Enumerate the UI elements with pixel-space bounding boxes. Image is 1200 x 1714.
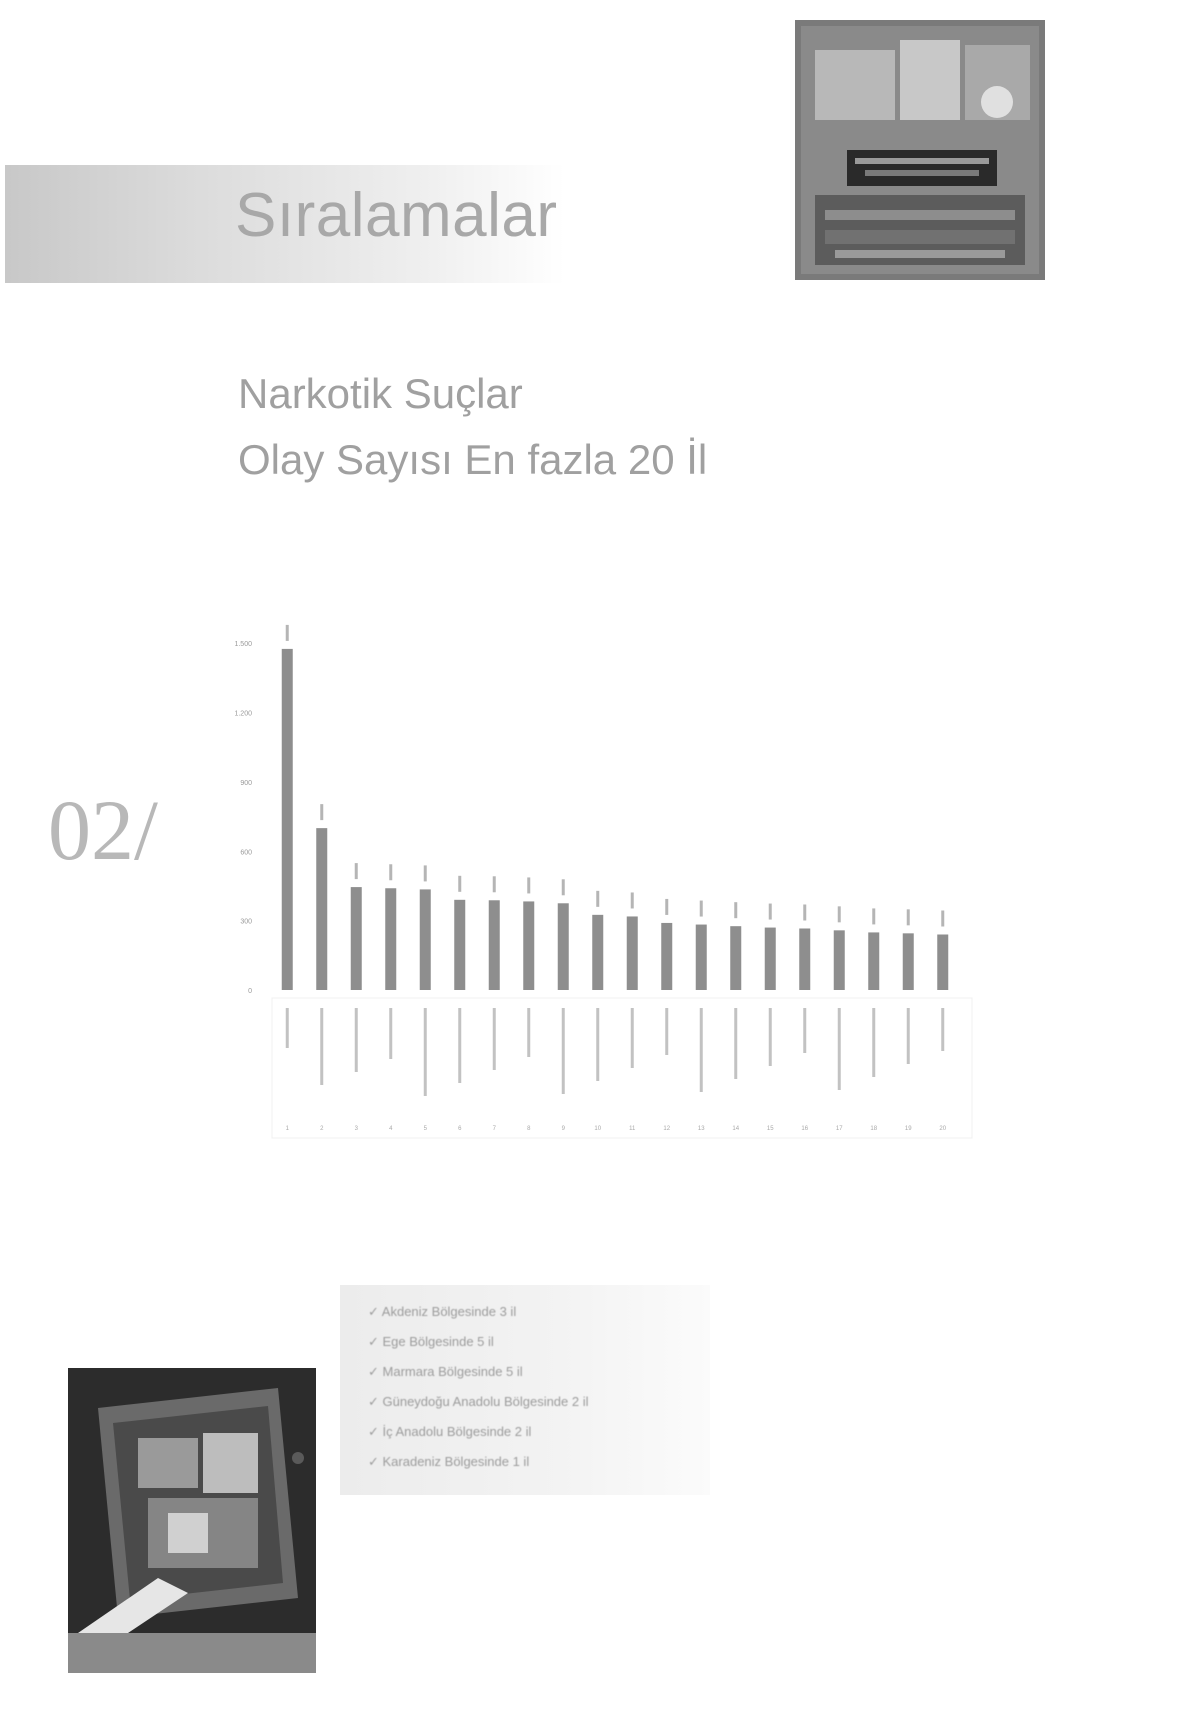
rank-label: 19 <box>904 1126 912 1132</box>
bar <box>489 900 500 990</box>
region-item: ✓ Marmara Bölgesinde 5 il <box>368 1364 523 1379</box>
rank-label: 15 <box>766 1126 774 1132</box>
header-photo <box>795 20 1045 280</box>
category-label <box>389 1008 392 1059</box>
rank-label: 20 <box>939 1126 947 1132</box>
bar <box>799 928 810 990</box>
bar <box>903 933 914 990</box>
y-tick-label: 0 <box>248 988 252 995</box>
category-label <box>631 1008 634 1068</box>
bar <box>420 889 431 990</box>
bar <box>316 828 327 990</box>
rank-label: 2 <box>320 1126 324 1132</box>
bar <box>592 915 603 990</box>
chart-subtitle-line-1: Narkotik Suçlar <box>238 370 523 417</box>
regions-box <box>340 1285 710 1495</box>
category-label <box>596 1008 599 1081</box>
bar <box>523 901 534 990</box>
bar-data-label <box>355 863 358 879</box>
category-label <box>734 1008 737 1079</box>
bar-data-label <box>527 877 530 893</box>
bar-data-label <box>803 904 806 920</box>
footer-photo <box>68 1368 316 1673</box>
rank-label: 7 <box>492 1126 496 1132</box>
category-label <box>562 1008 565 1094</box>
rank-label: 1 <box>285 1126 289 1132</box>
rank-label: 12 <box>663 1126 671 1132</box>
bar-data-label <box>458 876 461 892</box>
bar <box>661 923 672 990</box>
bar <box>937 935 948 991</box>
bar <box>627 916 638 990</box>
rank-label: 8 <box>527 1126 531 1132</box>
bar-data-label <box>907 909 910 925</box>
bar <box>454 900 465 990</box>
rank-label: 10 <box>594 1126 602 1132</box>
category-label <box>493 1008 496 1070</box>
category-label <box>424 1008 427 1096</box>
bar-data-label <box>700 901 703 917</box>
category-label <box>941 1008 944 1051</box>
rank-label: 18 <box>870 1126 878 1132</box>
region-item: ✓ Akdeniz Bölgesinde 3 il <box>368 1304 517 1319</box>
section-number: 02/ <box>48 782 158 878</box>
bar <box>868 932 879 990</box>
bar <box>765 928 776 990</box>
category-label-strip <box>272 998 972 1138</box>
bar <box>834 930 845 990</box>
y-tick-label: 300 <box>240 918 252 926</box>
region-item: ✓ İç Anadolu Bölgesinde 2 il <box>368 1424 532 1439</box>
bar <box>351 887 362 990</box>
y-tick-label: 1.200 <box>234 710 252 718</box>
category-label <box>769 1008 772 1066</box>
category-label <box>355 1008 358 1072</box>
page-title: Sıralamalar <box>235 181 558 250</box>
rank-label: 9 <box>561 1126 565 1132</box>
rank-label: 14 <box>732 1126 740 1132</box>
bar-data-label <box>665 899 668 915</box>
bar-data-label <box>562 879 565 895</box>
y-tick-label: 1.500 <box>234 641 252 649</box>
bar-data-label <box>838 906 841 922</box>
region-item: ✓ Karadeniz Bölgesinde 1 il <box>368 1454 530 1469</box>
bar <box>282 649 293 990</box>
region-item: ✓ Ege Bölgesinde 5 il <box>368 1334 494 1349</box>
bar-data-label <box>734 902 737 918</box>
bar-data-label <box>493 876 496 892</box>
category-label <box>286 1008 289 1048</box>
rank-label: 5 <box>423 1126 427 1132</box>
rank-label: 4 <box>389 1126 393 1132</box>
y-tick-label: 900 <box>240 779 252 787</box>
bar-data-label <box>941 911 944 927</box>
rank-label: 17 <box>835 1126 843 1132</box>
bar-chart-svg <box>220 600 980 1140</box>
bar-chart <box>220 600 980 1140</box>
category-label <box>907 1008 910 1064</box>
bar-data-label <box>769 904 772 920</box>
bar-data-label <box>389 864 392 880</box>
bar-data-label <box>424 865 427 881</box>
bar <box>558 903 569 990</box>
y-tick-label: 600 <box>240 849 252 857</box>
category-label <box>527 1008 530 1057</box>
bar-data-label <box>320 804 323 820</box>
rank-label: 16 <box>801 1126 809 1132</box>
rank-label: 3 <box>354 1126 358 1132</box>
category-label <box>838 1008 841 1090</box>
bar-data-label <box>872 908 875 924</box>
bar-data-label <box>596 891 599 907</box>
region-item: ✓ Güneydoğu Anadolu Bölgesinde 2 il <box>368 1394 589 1409</box>
rank-label: 13 <box>697 1126 705 1132</box>
chart-subtitle-line-2: Olay Sayısı En fazla 20 İl <box>238 436 708 483</box>
rank-label: 11 <box>629 1126 636 1132</box>
regions-list <box>368 1297 710 1477</box>
category-label <box>458 1008 461 1083</box>
bar <box>696 925 707 990</box>
bar-data-label <box>631 892 634 908</box>
bar-data-label <box>286 625 289 641</box>
category-label <box>700 1008 703 1092</box>
rank-label: 6 <box>458 1126 462 1132</box>
category-label <box>320 1008 323 1085</box>
category-label <box>665 1008 668 1055</box>
category-label <box>872 1008 875 1077</box>
category-label <box>803 1008 806 1053</box>
bar <box>385 888 396 990</box>
bar <box>730 926 741 990</box>
